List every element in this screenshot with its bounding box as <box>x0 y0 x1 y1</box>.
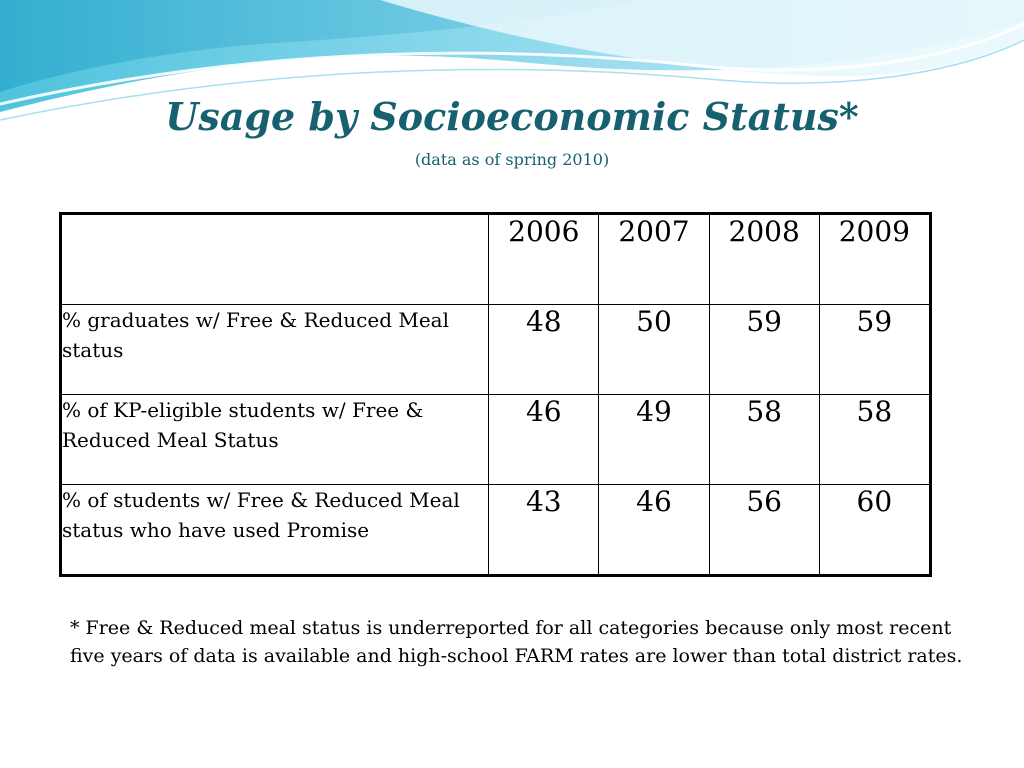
column-header-2006: 2006 <box>489 214 599 305</box>
table-cell: 58 <box>819 395 930 485</box>
row-label: % of students w/ Free & Reduced Meal status who have used Promise <box>61 485 489 576</box>
usage-table <box>59 212 932 577</box>
table-corner-cell <box>61 214 489 305</box>
slide-subtitle: (data as of spring 2010) <box>414 150 610 169</box>
table-cell: 50 <box>599 305 709 395</box>
footnote: * Free & Reduced meal status is underreported for all categories because only most recent five years of data is available and high-school FARM rates are lower than total district rates. <box>70 617 963 667</box>
column-header-2008: 2008 <box>709 214 819 305</box>
row-label: % graduates w/ Free & Reduced Meal status <box>61 305 489 395</box>
table-row <box>61 305 931 395</box>
table-cell: 59 <box>709 305 819 395</box>
table-cell: 58 <box>709 395 819 485</box>
slide-title: Usage by Socioeconomic Status* <box>165 94 859 139</box>
column-header-2009: 2009 <box>819 214 930 305</box>
table-cell: 48 <box>489 305 599 395</box>
table-cell: 46 <box>599 485 709 576</box>
table-row <box>61 395 931 485</box>
column-header-2007: 2007 <box>599 214 709 305</box>
row-label: % of KP-eligible students w/ Free & Reduced Meal Status <box>61 395 489 485</box>
table-cell: 43 <box>489 485 599 576</box>
table-header-row <box>61 214 931 305</box>
table-cell: 46 <box>489 395 599 485</box>
table-cell: 49 <box>599 395 709 485</box>
table-cell: 59 <box>819 305 930 395</box>
table-cell: 56 <box>709 485 819 576</box>
table-row <box>61 485 931 576</box>
table-cell: 60 <box>819 485 930 576</box>
